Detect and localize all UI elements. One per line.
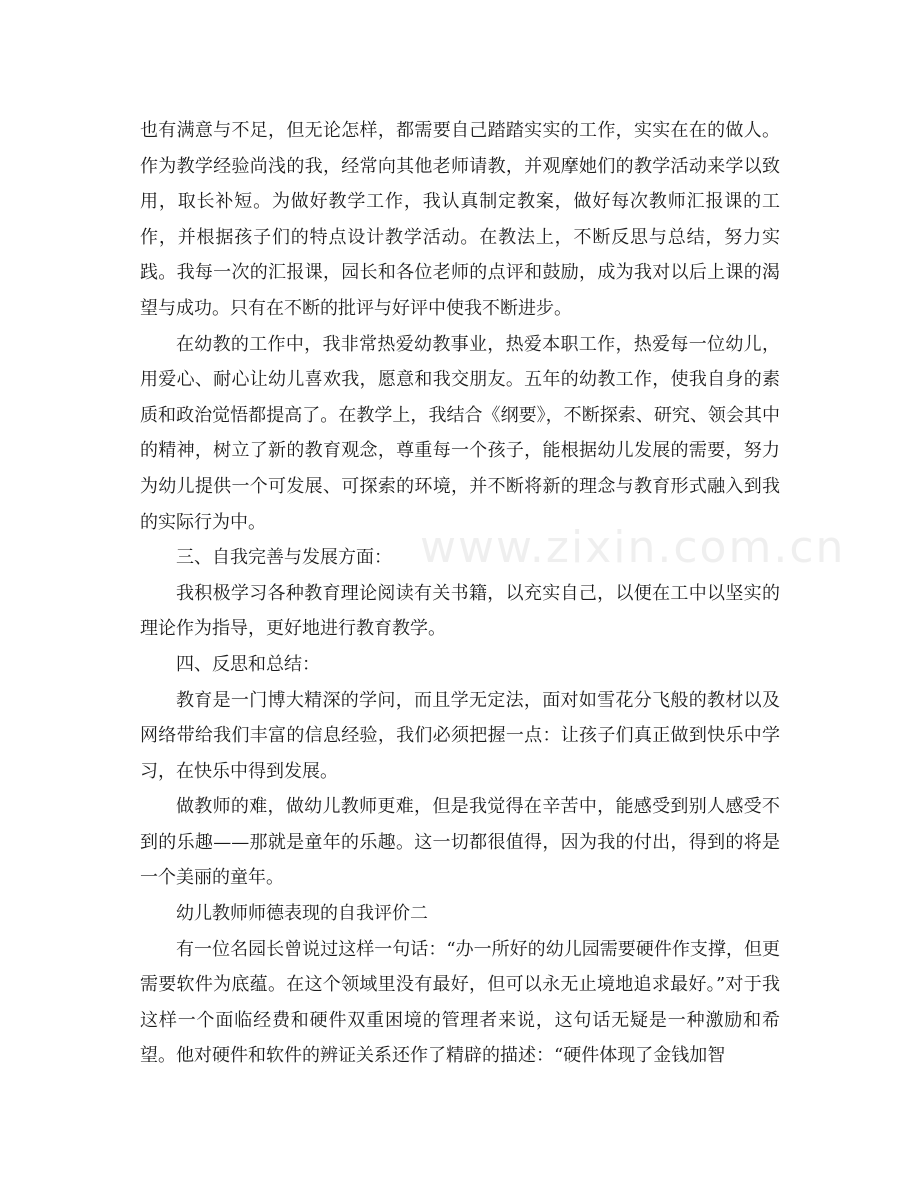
paragraph-teaching-practice: 也有满意与不足，但无论怎样，都需要自己踏踏实实的工作，实实在在的做人。作为教学经验尚浅的我，经常向其他老师请教，并观摩她们的教学活动来学以致用，取长补短。为做好教学工作，我认真制定教案，做好每次教师汇报课的工作，并根据孩子们的特点设计教学活动。在教法上，不断反思与总结，努力实践。我每一次的汇报课，园长和各位老师的点评和鼓励，成为我对以后上课的渴望与成功。只有在不断的批评与好评中使我不断进步。 xyxy=(140,120,780,319)
paragraph-self-improvement: 我积极学习各种教育理论阅读有关书籍，以充实自己，以便在工中以坚实的理论作为指导，更好地进行教育教学。 xyxy=(140,582,780,640)
paragraph-teacher-difficulty: 做教师的难，做幼儿教师更难，但是我觉得在辛苦中，能感受到别人感受不到的乐趣——那就是童年的乐趣。这一切都很值得，因为我的付出，得到的将是一个美丽的童年。 xyxy=(140,796,780,889)
document-body xyxy=(140,113,780,1074)
section-heading-self-improvement: 三、自我完善与发展方面： xyxy=(176,547,392,569)
watermark-text: www.zixin.com.cn xyxy=(420,522,846,573)
section-heading-reflection: 四、反思和总结： xyxy=(176,653,320,675)
paragraph-education-learning: 教育是一门博大精深的学问，而且学无定法，面对如雪花分飞般的教材以及网络带给我们丰富的信息经验，我们必须把握一点：让孩子们真正做到快乐中学习，在快乐中得到发展。 xyxy=(140,689,780,782)
section-heading-evaluation-two: 幼儿教师师德表现的自我评价二 xyxy=(176,903,428,925)
paragraph-principal-quote: 有一位名园长曾说过这样一句话：“办一所好的幼儿园需要硬件作支撑，但更需要软件为底蕴。在这个领域里没有最好，但可以永无止境地追求最好。”对于我这样一个面临经费和硬件双重困境的管理者来说，这句话无疑是一种激励和希望。他对硬件和软件的辨证关系还作了精辟的描述：“硬件体现了金钱加智 xyxy=(140,938,780,1067)
paragraph-kindergarten-work: 在幼教的工作中，我非常热爱幼教事业，热爱本职工作，热爱每一位幼儿，用爱心、耐心让幼儿喜欢我，愿意和我交朋友。五年的幼教工作，使我自身的素质和政治觉悟都提高了。在教学上，我结合《纲要》，不断探索、研究、领会其中的精神，树立了新的教育观念，尊重每一个孩子，能根据幼儿发展的需要，努力为幼儿提供一个可发展、可探索的环境，并不断将新的理念与教育形式融入到我的实际行为中。 xyxy=(140,333,780,533)
